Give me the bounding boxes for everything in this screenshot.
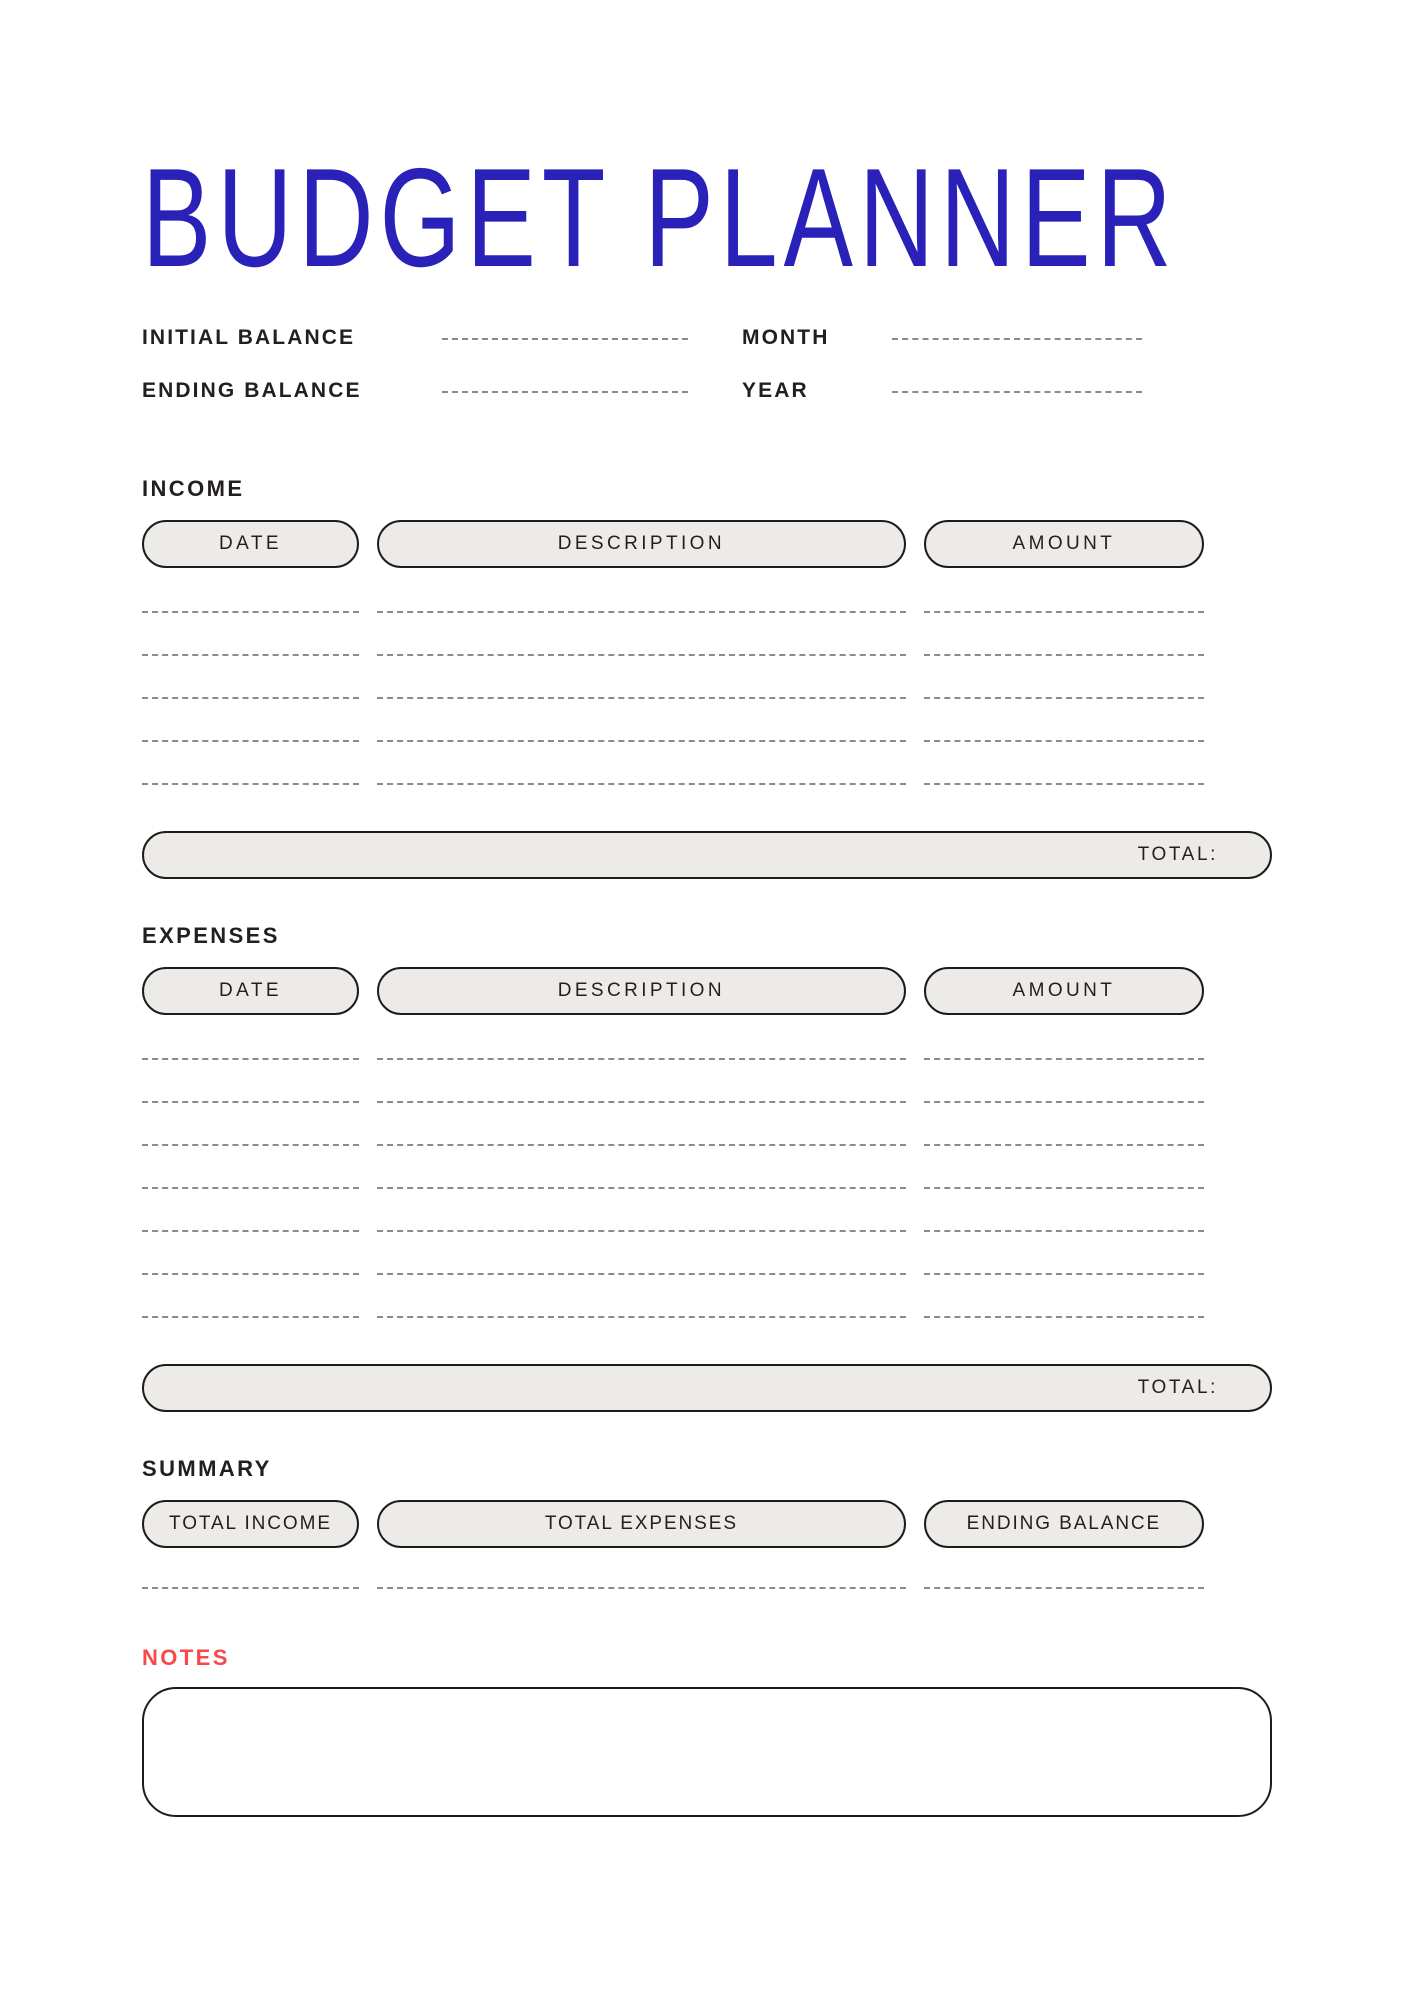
initial-balance-input[interactable] xyxy=(442,338,688,340)
expenses-column-headers xyxy=(142,967,1272,1015)
summary-column-headers xyxy=(142,1500,1272,1548)
expense-date-input[interactable] xyxy=(142,1273,359,1275)
table-row xyxy=(142,762,1272,805)
income-header-description: DESCRIPTION xyxy=(377,520,906,568)
ending-balance-label: ENDING BALANCE xyxy=(142,379,362,402)
income-amount-input[interactable] xyxy=(924,783,1204,785)
header-fields xyxy=(142,326,1272,432)
expenses-header-date: DATE xyxy=(142,967,359,1015)
expenses-header-amount: AMOUNT xyxy=(924,967,1204,1015)
summary-section-heading: SUMMARY xyxy=(142,1456,272,1481)
income-entry-rows xyxy=(142,590,1272,805)
expense-amount-input[interactable] xyxy=(924,1187,1204,1189)
year-row xyxy=(742,379,1272,432)
summary-header-ending-balance: ENDING BALANCE xyxy=(924,1500,1204,1548)
table-row xyxy=(142,1566,1272,1609)
year-label: YEAR xyxy=(742,379,809,402)
year-input[interactable] xyxy=(892,391,1142,393)
expense-description-input[interactable] xyxy=(377,1144,906,1146)
expense-date-input[interactable] xyxy=(142,1101,359,1103)
income-amount-input[interactable] xyxy=(924,697,1204,699)
expense-amount-input[interactable] xyxy=(924,1144,1204,1146)
summary-header-total-expenses: TOTAL EXPENSES xyxy=(377,1500,906,1548)
expense-amount-input[interactable] xyxy=(924,1230,1204,1232)
expense-amount-input[interactable] xyxy=(924,1058,1204,1060)
expense-description-input[interactable] xyxy=(377,1316,906,1318)
income-description-input[interactable] xyxy=(377,654,906,656)
month-label: MONTH xyxy=(742,326,830,349)
initial-balance-row xyxy=(142,326,732,379)
expense-date-input[interactable] xyxy=(142,1144,359,1146)
expense-description-input[interactable] xyxy=(377,1058,906,1060)
income-description-input[interactable] xyxy=(377,697,906,699)
expenses-section-heading: EXPENSES xyxy=(142,923,280,948)
expenses-total-label[interactable]: TOTAL: xyxy=(142,1364,1272,1412)
ending-balance-row xyxy=(142,379,732,432)
income-amount-input[interactable] xyxy=(924,611,1204,613)
notes-textarea[interactable] xyxy=(142,1687,1272,1817)
table-row xyxy=(142,1037,1272,1080)
summary-header-total-income: TOTAL INCOME xyxy=(142,1500,359,1548)
expense-description-input[interactable] xyxy=(377,1273,906,1275)
income-date-input[interactable] xyxy=(142,697,359,699)
expense-amount-input[interactable] xyxy=(924,1316,1204,1318)
table-row xyxy=(142,1080,1272,1123)
expense-description-input[interactable] xyxy=(377,1101,906,1103)
expenses-entry-rows xyxy=(142,1037,1272,1338)
expenses-header-description: DESCRIPTION xyxy=(377,967,906,1015)
income-date-input[interactable] xyxy=(142,611,359,613)
expense-description-input[interactable] xyxy=(377,1230,906,1232)
income-description-input[interactable] xyxy=(377,740,906,742)
income-description-input[interactable] xyxy=(377,783,906,785)
summary-ending-balance-input[interactable] xyxy=(924,1587,1204,1589)
ending-balance-input[interactable] xyxy=(442,391,688,393)
income-amount-input[interactable] xyxy=(924,740,1204,742)
income-date-input[interactable] xyxy=(142,783,359,785)
page-title: BUDGET PLANNER xyxy=(142,140,1178,297)
table-row xyxy=(142,1252,1272,1295)
table-row xyxy=(142,719,1272,762)
table-row xyxy=(142,590,1272,633)
notes-section-heading: NOTES xyxy=(142,1645,230,1670)
income-column-headers xyxy=(142,520,1272,568)
income-amount-input[interactable] xyxy=(924,654,1204,656)
expenses-total-row xyxy=(142,1364,1272,1412)
income-description-input[interactable] xyxy=(377,611,906,613)
income-total-row xyxy=(142,831,1272,879)
table-row xyxy=(142,633,1272,676)
expense-description-input[interactable] xyxy=(377,1187,906,1189)
month-row xyxy=(742,326,1272,379)
initial-balance-label: INITIAL BALANCE xyxy=(142,326,356,349)
month-input[interactable] xyxy=(892,338,1142,340)
income-date-input[interactable] xyxy=(142,740,359,742)
income-section-heading: INCOME xyxy=(142,476,245,501)
income-total-label[interactable]: TOTAL: xyxy=(142,831,1272,879)
income-header-amount: AMOUNT xyxy=(924,520,1204,568)
income-header-date: DATE xyxy=(142,520,359,568)
header-balance-column xyxy=(142,326,732,432)
expense-date-input[interactable] xyxy=(142,1316,359,1318)
table-row xyxy=(142,1209,1272,1252)
table-row xyxy=(142,676,1272,719)
expense-amount-input[interactable] xyxy=(924,1273,1204,1275)
header-date-column xyxy=(732,326,1272,432)
summary-entry-row xyxy=(142,1566,1272,1609)
table-row xyxy=(142,1123,1272,1166)
summary-total-income-input[interactable] xyxy=(142,1587,359,1589)
expense-date-input[interactable] xyxy=(142,1058,359,1060)
summary-total-expenses-input[interactable] xyxy=(377,1587,906,1589)
table-row xyxy=(142,1295,1272,1338)
table-row xyxy=(142,1166,1272,1209)
expense-amount-input[interactable] xyxy=(924,1101,1204,1103)
income-date-input[interactable] xyxy=(142,654,359,656)
expense-date-input[interactable] xyxy=(142,1187,359,1189)
expense-date-input[interactable] xyxy=(142,1230,359,1232)
